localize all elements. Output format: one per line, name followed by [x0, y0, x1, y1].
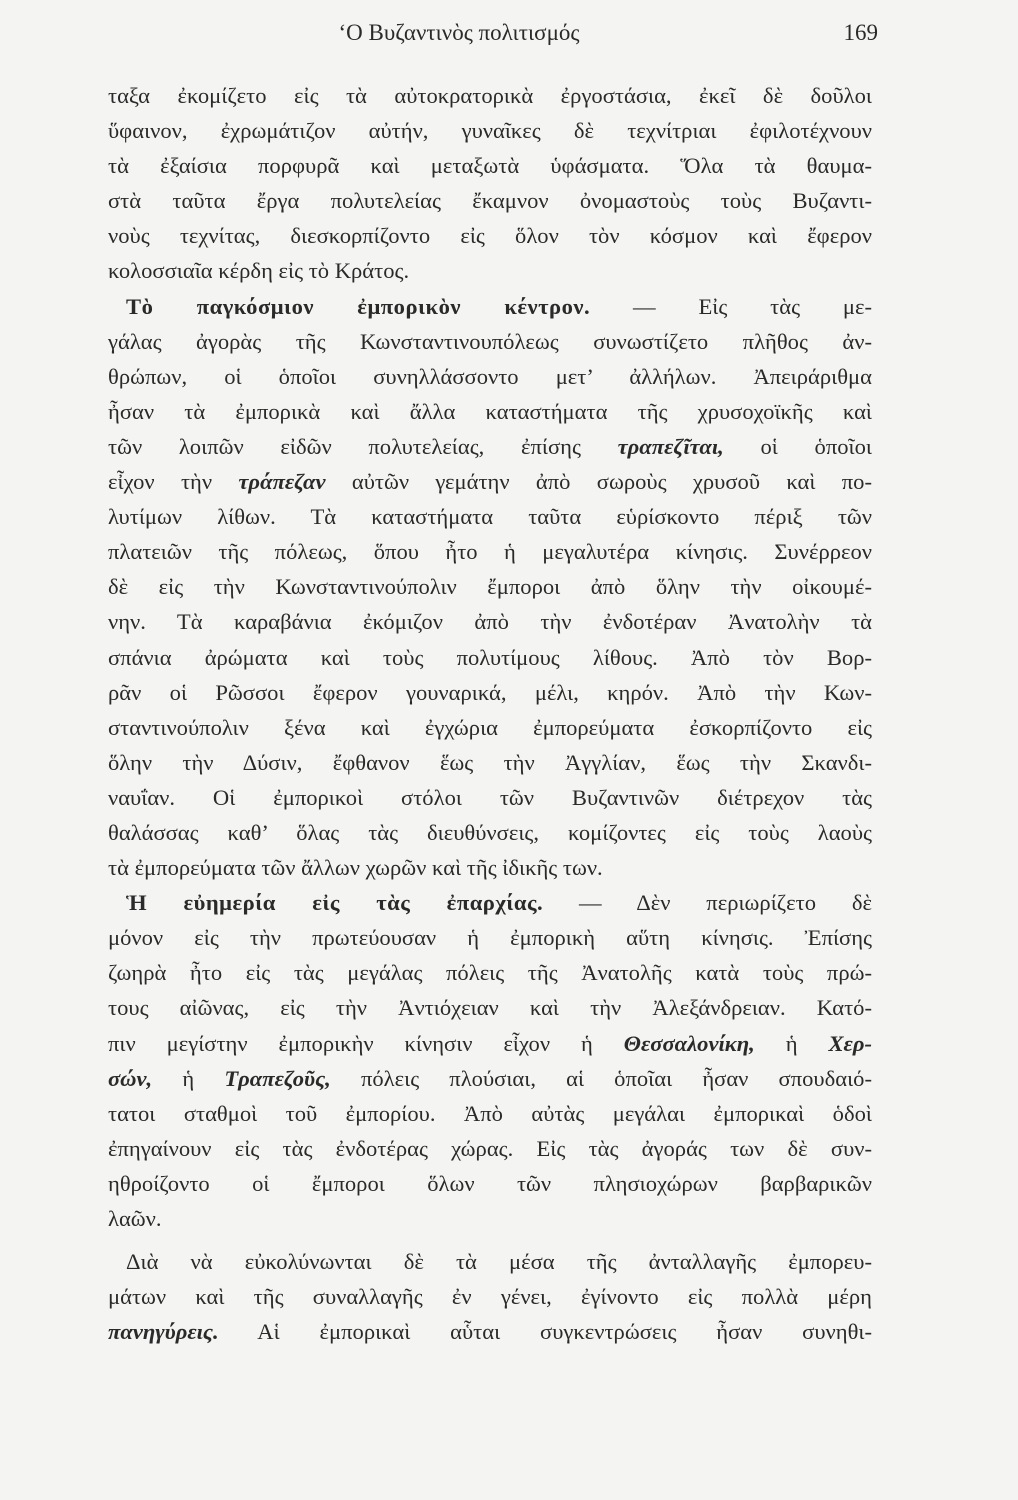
text-line: ταξα ἐκομίζετο εἰς τὰ αὐτοκρατορικὰ ἐργοστάσια, ἐκεῖ δὲ δοῦλοι: [108, 83, 872, 108]
text-line: ναυΐαν. Οἱ ἐμπορικοὶ στόλοι τῶν Βυζαντινῶν διέτρεχον τὰς: [108, 784, 872, 810]
text-line: ἦσαν τὰ ἐμπορικὰ καὶ ἄλλα καταστήματα τῆς χρυσοχοϊκῆς καὶ: [108, 398, 872, 424]
text-line: πανηγύρεις. Αἱ ἐμπορικαὶ αὗται συγκεντρώσεις ἦσαν συνηθι-: [108, 1319, 872, 1345]
text-line: τὰ ἐμπορεύματα τῶν ἄλλων χωρῶν καὶ τῆς ἰδικῆς των.: [108, 855, 603, 881]
text-line: τῶν λοιπῶν εἰδῶν πολυτελείας, ἐπίσης τραπεζῖται, οἱ ὁποῖοι: [108, 433, 873, 459]
text-line: σταντινούπολιν ξένα καὶ ἐγχώρια ἐμπορεύματα ἐσκορπίζοντο εἰς: [108, 714, 872, 740]
emphasized-term: Τραπεζοῦς,: [224, 1065, 331, 1091]
text-line: τὰ ἐξαίσια πορφυρᾶ καὶ μεταξωτὰ ὑφάσματα. Ὅλα τὰ θαυμα-: [108, 153, 872, 179]
text-line: εἶχον τὴν τράπεζαν αὐτῶν γεμάτην ἀπὸ σωροὺς χρυσοῦ καὶ πο-: [108, 469, 873, 495]
text-line: γάλας ἀγορὰς τῆς Κωνσταντινουπόλεως συνωστίζετο πλῆθος ἀν-: [108, 328, 872, 354]
paragraph-2: [108, 289, 872, 886]
text-line: τους αἰῶνας, εἰς τὴν Ἀντιόχειαν καὶ τὴν Ἀλεξάνδρειαν. Κατό-: [108, 995, 872, 1021]
paragraph-4: [108, 1244, 872, 1349]
section-heading-provinces: Ἡ εὐημερία εἰς τὰς ἐπαρχίας.: [126, 890, 544, 916]
text-line: ρᾶν οἱ Ρῶσσοι ἔφερον γουναρικά, μέλι, κηρόν. Ἀπὸ τὴν Κων-: [108, 679, 872, 705]
text-line: θρώπων, οἱ ὁποῖοι συνηλλάσσοντο μετ’ ἀλλήλων. Ἀπειράριθμα: [108, 363, 872, 389]
text-line: μόνον εἰς τὴν πρωτεύουσαν ἡ ἐμπορικὴ αὕτη κίνησις. Ἐπίσης: [108, 925, 872, 951]
text-line: λαῶν.: [108, 1206, 162, 1231]
text-line: ζωηρὰ ἦτο εἰς τὰς μεγάλας πόλεις τῆς Ἀνατολῆς κατὰ τοὺς πρώ-: [108, 960, 872, 986]
text-line: ηθροίζοντο οἱ ἔμποροι ὅλων τῶν πλησιοχώρων βαρβαρικῶν: [108, 1170, 872, 1196]
body-text: [108, 78, 872, 1349]
emphasized-term: τράπεζαν: [238, 469, 326, 495]
running-title: ‘Ο Βυζαντινὸς πολιτισμός: [338, 20, 580, 45]
text-line: Τὸ παγκόσμιον ἐμπορικὸν κέντρον. — Εἰς τὰς με-: [126, 293, 872, 319]
emphasized-term: Θεσσαλονίκη,: [623, 1030, 755, 1056]
text-line: θαλάσσας καθ’ ὅλας τὰς διευθύνσεις, κομίζοντες εἰς τοὺς λαοὺς: [108, 819, 872, 845]
paragraph-1: [108, 78, 872, 289]
text-line: Ἡ εὐημερία εἰς τὰς ἐπαρχίας. — Δὲν περιωρίζετο δὲ: [126, 890, 872, 916]
running-header: [0, 20, 1018, 50]
text-line: στὰ ταῦτα ἔργα πολυτελείας ἔκαμνον ὀνομαστοὺς τοὺς Βυζαντι-: [108, 188, 872, 214]
text-line: σπάνια ἀρώματα καὶ τοὺς πολυτίμους λίθους. Ἀπὸ τὸν Βορ-: [108, 644, 872, 670]
text-line: Διὰ νὰ εὐκολύνωνται δὲ τὰ μέσα τῆς ἀνταλλαγῆς ἐμπορευ-: [126, 1249, 872, 1275]
emphasized-term: σών,: [108, 1065, 153, 1091]
text-line: τατοι σταθμοὶ τοῦ ἐμπορίου. Ἀπὸ αὐτὰς μεγάλαι ἐμπορικαὶ ὁδοὶ: [108, 1100, 872, 1126]
text-line: νην. Τὰ καραβάνια ἐκόμιζον ἀπὸ τὴν ἐνδοτέραν Ἀνατολὴν τὰ: [108, 609, 872, 635]
text-line: σών, ἡ Τραπεζοῦς, πόλεις πλούσιαι, αἱ ὁποῖαι ἦσαν σπουδαιό-: [108, 1065, 872, 1091]
text-line: νοὺς τεχνίτας, διεσκορπίζοντο εἰς ὅλον τὸν κόσμον καὶ ἔφερον: [108, 223, 872, 249]
section-heading-world-trade-center: Τὸ παγκόσμιον ἐμπορικὸν κέντρον.: [126, 293, 591, 319]
text-line: πλατειῶν τῆς πόλεως, ὅπου ἦτο ἡ μεγαλυτέρα κίνησις. Συνέρρεον: [108, 539, 872, 565]
text-line: ἐπηγαίνουν εἰς τὰς ἐνδοτέρας χώρας. Εἰς τὰς ἀγοράς των δὲ συν-: [108, 1135, 872, 1161]
text-line: ὕφαινον, ἐχρωμάτιζον αὐτήν, γυναῖκες δὲ τεχνίτριαι ἐφιλοτέχνουν: [108, 118, 872, 144]
text-line: δὲ εἰς τὴν Κωνσταντινούπολιν ἔμποροι ἀπὸ ὅλην τὴν οἰκουμέ-: [108, 574, 872, 600]
text-line: μάτων καὶ τῆς συναλλαγῆς ἐν γένει, ἐγίνοντο εἰς πολλὰ μέρη: [108, 1284, 872, 1310]
text-line: κολοσσιαῖα κέρδη εἰς τὸ Κράτος.: [108, 258, 410, 284]
emphasized-term: πανηγύρεις.: [108, 1319, 219, 1345]
emphasized-term: τραπεζῖται,: [617, 433, 724, 459]
text-line: λυτίμων λίθων. Τὰ καταστήματα ταῦτα εὑρίσκοντο πέριξ τῶν: [108, 504, 872, 530]
emphasized-term: Χερ-: [828, 1030, 872, 1056]
text-line: ὅλην τὴν Δύσιν, ἔφθανον ἕως τὴν Ἀγγλίαν, ἕως τὴν Σκανδι-: [108, 749, 872, 775]
text-line: πιν μεγίστην ἐμπορικὴν κίνησιν εἶχον ἡ Θεσσαλονίκη, ἡ Χερ-: [108, 1030, 872, 1056]
paragraph-3: [108, 885, 872, 1236]
page-number: 169: [843, 20, 878, 45]
paragraph-gap: [108, 1236, 872, 1244]
